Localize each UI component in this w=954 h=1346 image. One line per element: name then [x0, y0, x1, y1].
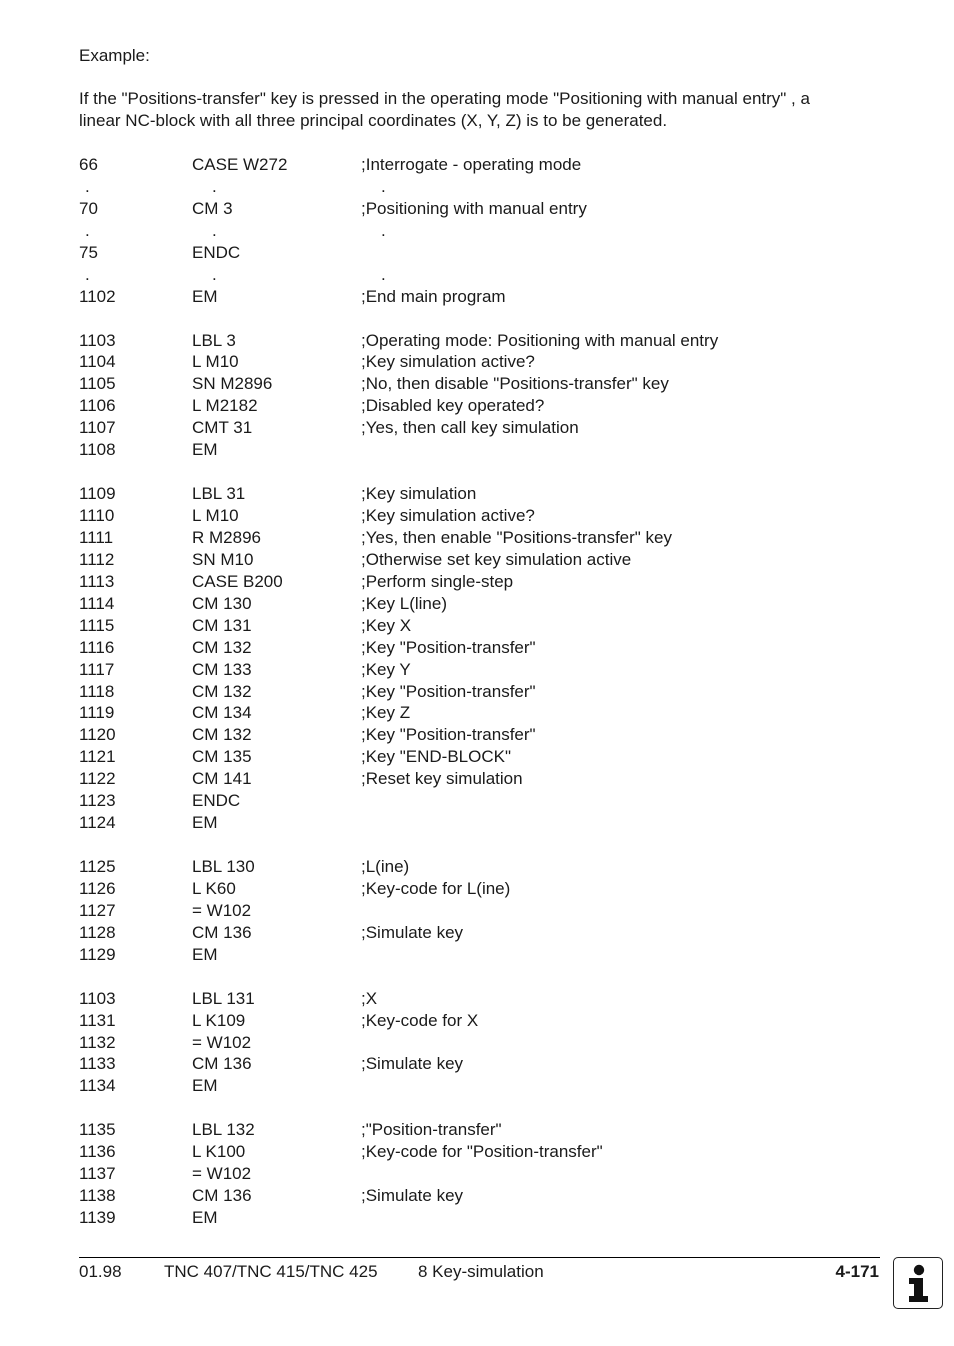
ellipsis-dot: .: [212, 264, 217, 284]
line-number: 1117: [79, 659, 115, 679]
plc-command: ENDC: [192, 791, 241, 811]
code-comment: ;Operating mode: Positioning with manual entry: [361, 330, 719, 350]
code-comment: ;Key-code for X: [361, 1010, 479, 1030]
line-number: 1111: [79, 527, 114, 547]
code-comment: ;Reset key simulation: [361, 769, 523, 789]
line-number: 1115: [79, 615, 115, 635]
plc-command: CM 132: [192, 725, 252, 745]
code-line: [79, 571, 899, 593]
ellipsis-dot: .: [212, 176, 217, 196]
code-line: [79, 1075, 899, 1097]
code-comment: ;Key "Position-transfer": [361, 637, 536, 657]
plc-command: CM 141: [192, 769, 252, 789]
ellipsis-dot: .: [381, 220, 386, 240]
plc-command: ENDC: [192, 242, 241, 262]
code-comment: ;Key-code for "Position-transfer": [361, 1142, 603, 1162]
code-line: [79, 746, 899, 768]
code-line: [79, 988, 899, 1010]
line-number: 1104: [79, 352, 116, 372]
code-line: [79, 549, 899, 571]
line-number: 1112: [79, 549, 115, 569]
code-comment: ;Key "Position-transfer": [361, 725, 536, 745]
plc-command: = W102: [192, 900, 252, 920]
code-line: [79, 505, 899, 527]
line-number: 1125: [79, 857, 116, 876]
code-line: [79, 351, 899, 373]
code-comment: ;Key Z: [361, 703, 411, 723]
code-comment: ;Key "END-BLOCK": [361, 747, 511, 767]
code-line: [79, 1185, 899, 1207]
plc-command: EM: [192, 286, 218, 306]
intro-line-2: linear NC-block with all three principal coordinates (X, Y, Z) is to be generated.: [79, 111, 668, 130]
code-line: [79, 615, 899, 637]
plc-command: CM 136: [192, 1186, 252, 1206]
plc-command: CM 136: [192, 922, 252, 942]
line-number: 1120: [79, 725, 116, 745]
line-number: 1114: [79, 593, 115, 613]
line-number: 1137: [79, 1164, 116, 1184]
code-comment: ;Positioning with manual entry: [361, 198, 587, 218]
line-number: 1119: [79, 703, 115, 723]
plc-command: L K60: [192, 878, 236, 898]
code-line: [79, 1032, 899, 1054]
footer-date: 01.98: [79, 1262, 122, 1281]
plc-command: EM: [192, 944, 218, 964]
plc-command: CM 135: [192, 747, 252, 767]
plc-command: LBL 131: [192, 988, 255, 1008]
code-comment: ;Perform single-step: [361, 571, 514, 591]
code-comment: ;Yes, then call key simulation: [361, 418, 579, 438]
code-line: [79, 790, 899, 812]
code-line: [79, 439, 899, 461]
code-line: [79, 878, 899, 900]
ellipsis-row: [79, 264, 899, 286]
line-number: 1128: [79, 922, 116, 942]
plc-command: EM: [192, 813, 218, 833]
line-number: 1108: [79, 440, 116, 460]
code-line: [79, 1010, 899, 1032]
line-number: 1131: [79, 1010, 116, 1030]
line-number: 1106: [79, 396, 116, 416]
line-number: 66: [79, 155, 98, 174]
line-number: 1103: [79, 330, 116, 350]
ellipsis-dot: .: [381, 264, 386, 284]
line-number: 1139: [79, 1208, 116, 1227]
blank-line: [79, 966, 899, 988]
code-comment: ;L(ine): [361, 857, 410, 876]
plc-command: CM 136: [192, 1054, 252, 1074]
plc-command: L M2182: [192, 396, 258, 416]
code-comment: ;Key "Position-transfer": [361, 681, 536, 701]
line-number: 1103: [79, 988, 116, 1008]
page-number: 4-171: [835, 1262, 879, 1281]
plc-command: L M10: [192, 352, 239, 372]
line-number: 1122: [79, 769, 116, 789]
code-comment: ;End main program: [361, 286, 506, 306]
blank-line: [79, 461, 899, 483]
code-line: [79, 154, 899, 176]
code-comment: ;Interrogate - operating mode: [361, 155, 582, 174]
plc-command: EM: [192, 440, 218, 460]
plc-command: R M2896: [192, 527, 261, 547]
code-line: [79, 681, 899, 703]
ellipsis-row: [79, 176, 899, 198]
example-label: Example:: [79, 46, 150, 65]
blank-line: [79, 834, 899, 856]
plc-command: EM: [192, 1076, 218, 1096]
code-line: [79, 330, 899, 352]
code-line: [79, 395, 899, 417]
line-number: 1126: [79, 878, 116, 898]
ellipsis-dot: .: [85, 264, 90, 284]
code-comment: ;Disabled key operated?: [361, 396, 545, 416]
code-line: [79, 373, 899, 395]
plc-command: SN M10: [192, 549, 254, 569]
plc-command: CM 130: [192, 593, 252, 613]
plc-command: SN M2896: [192, 374, 273, 394]
line-number: 1129: [79, 944, 116, 964]
code-comment: ;Key X: [361, 615, 412, 635]
plc-command: = W102: [192, 1164, 252, 1184]
plc-command: CM 3: [192, 198, 233, 218]
plc-command: CM 133: [192, 659, 252, 679]
plc-command: LBL 31: [192, 484, 246, 504]
line-number: 1113: [79, 571, 115, 591]
code-line: [79, 242, 899, 264]
line-number: 1109: [79, 484, 116, 504]
blank-line: [79, 1097, 899, 1119]
plc-command: L K100: [192, 1142, 246, 1162]
blank-line: [79, 308, 899, 330]
line-number: 1127: [79, 900, 116, 920]
code-line: [79, 1141, 899, 1163]
code-line: [79, 659, 899, 681]
plc-command: LBL 132: [192, 1120, 255, 1140]
line-number: 1132: [79, 1032, 116, 1052]
code-line: [79, 1119, 899, 1141]
code-line: [79, 483, 899, 505]
code-line: [79, 1053, 899, 1075]
code-line: [79, 812, 899, 834]
plc-command: LBL 3: [192, 330, 236, 350]
code-comment: ;Key simulation active?: [361, 352, 535, 372]
code-comment: ;X: [361, 988, 378, 1008]
intro-line-1: If the "Positions-transfer" key is pressed in the operating mode "Positioning with manual entry" , a: [79, 89, 810, 108]
footer-model: TNC 407/TNC 415/TNC 425: [164, 1262, 378, 1281]
code-line: [79, 637, 899, 659]
code-comment: ;Key simulation active?: [361, 506, 535, 525]
line-number: 1123: [79, 791, 116, 811]
line-number: 1107: [79, 418, 116, 438]
line-number: 1134: [79, 1076, 116, 1096]
code-line: [79, 922, 899, 944]
code-line: [79, 593, 899, 615]
footer-chapter: 8 Key-simulation: [418, 1262, 544, 1281]
plc-command: EM: [192, 1208, 218, 1227]
code-comment: ;Key L(line): [361, 593, 447, 613]
plc-command: L K109: [192, 1010, 246, 1030]
line-number: 1124: [79, 813, 116, 833]
code-comment: ;Simulate key: [361, 922, 464, 942]
plc-command: CMT 31: [192, 418, 253, 438]
line-number: 1138: [79, 1186, 116, 1206]
code-line: [79, 198, 899, 220]
code-line: [79, 768, 899, 790]
code-line: [79, 856, 899, 878]
plc-command: = W102: [192, 1032, 252, 1052]
line-number: 1116: [79, 637, 115, 657]
intro-paragraph: [79, 88, 879, 132]
code-line: [79, 417, 899, 439]
plc-command: CM 132: [192, 681, 252, 701]
code-comment: ;"Position-transfer": [361, 1120, 502, 1140]
plc-command: CM 131: [192, 615, 252, 635]
code-line: [79, 944, 899, 966]
code-line: [79, 724, 899, 746]
code-comment: ;Key simulation: [361, 484, 477, 504]
code-comment: ;Otherwise set key simulation active: [361, 549, 632, 569]
code-line: [79, 1207, 899, 1229]
ellipsis-dot: .: [85, 176, 90, 196]
code-comment: ;No, then disable "Positions-transfer" key: [361, 374, 669, 394]
plc-command: CASE B200: [192, 571, 283, 591]
ellipsis-row: [79, 220, 899, 242]
line-number: 70: [79, 198, 98, 218]
line-number: 1110: [79, 506, 115, 525]
plc-command: CASE W272: [192, 155, 288, 174]
code-line: [79, 900, 899, 922]
ellipsis-dot: .: [212, 220, 217, 240]
plc-command: L M10: [192, 506, 239, 525]
code-line: [79, 1163, 899, 1185]
plc-command: LBL 130: [192, 857, 255, 876]
ellipsis-dot: .: [85, 220, 90, 240]
line-number: 1102: [79, 286, 116, 306]
plc-command: CM 132: [192, 637, 252, 657]
line-number: 1118: [79, 681, 115, 701]
code-comment: ;Simulate key: [361, 1054, 464, 1074]
code-comment: ;Yes, then enable "Positions-transfer" key: [361, 527, 673, 547]
line-number: 1121: [79, 747, 116, 767]
line-number: 1105: [79, 374, 116, 394]
line-number: 1136: [79, 1142, 116, 1162]
info-icon: [893, 1257, 943, 1309]
code-listing: [79, 154, 899, 1229]
code-comment: ;Key Y: [361, 659, 411, 679]
ellipsis-dot: .: [381, 176, 386, 196]
plc-command: CM 134: [192, 703, 252, 723]
line-number: 75: [79, 242, 98, 262]
footer-rule: [79, 1257, 880, 1258]
code-comment: ;Key-code for L(ine): [361, 878, 511, 898]
code-line: [79, 286, 899, 308]
code-line: [79, 527, 899, 549]
line-number: 1133: [79, 1054, 116, 1074]
line-number: 1135: [79, 1120, 116, 1140]
code-comment: ;Simulate key: [361, 1186, 464, 1206]
code-line: [79, 702, 899, 724]
